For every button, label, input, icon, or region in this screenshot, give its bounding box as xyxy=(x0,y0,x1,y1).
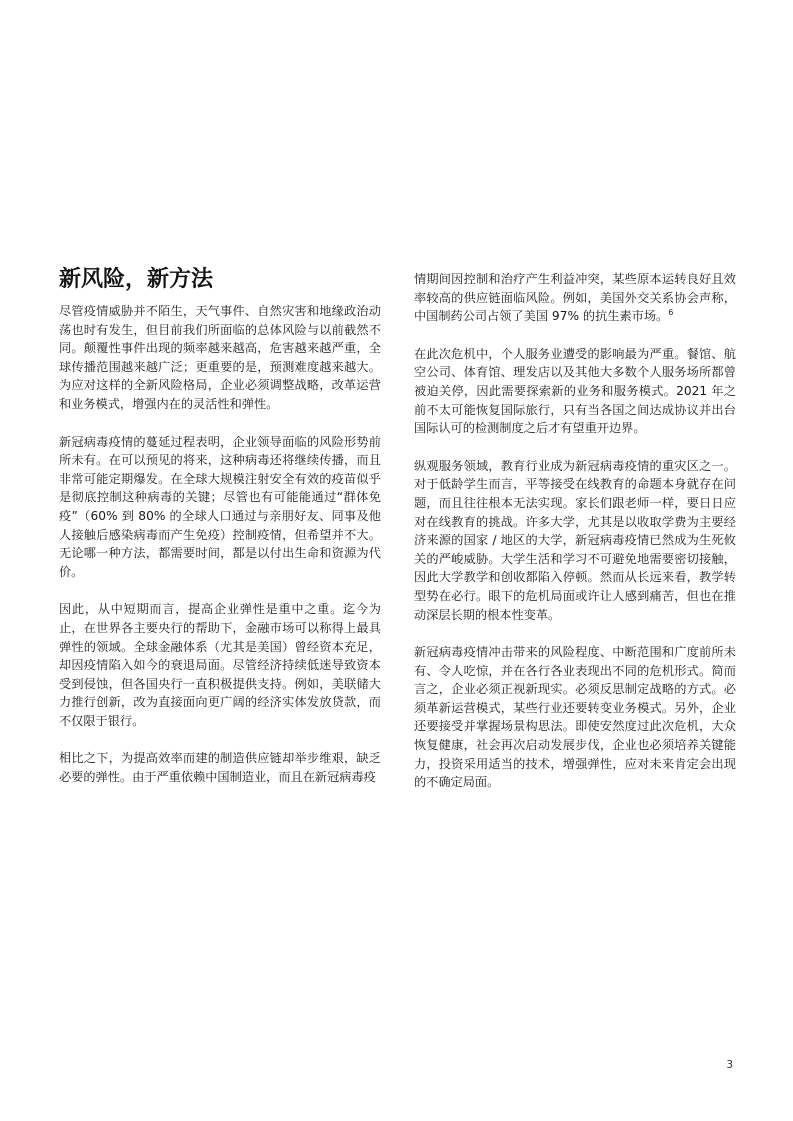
right-paragraph-1-text: 情期间因控制和治疗产生利益冲突，某些原本运转良好且效率较高的供应链面临风险。例如，美国外交关系协会声称，中国制药公司占领了美国 97% 的抗生素市场。 xyxy=(414,272,736,324)
left-paragraph-4: 相比之下，为提高效率而建的制造供应链却举步维艰，缺乏必要的弹性。由于严重依赖中国制造业，而且在新冠病毒疫 xyxy=(59,751,381,785)
left-column xyxy=(59,302,381,806)
left-paragraph-3: 因此，从中短期而言，提高企业弹性是重中之重。迄今为止，在世界各主要央行的帮助下，金融市场可以称得上最具弹性的领域。全球金融体系（尤其是美国）曾经资本充足，却因疫情陷入如今的衰退局面。尽管经济持续低迷导致资本受到侵蚀，但各国央行一直积极提供支持。例如，美联储大力推行创新，改为直接面向更广阔的经济实体发放贷款，而不仅限于银行。 xyxy=(59,602,381,728)
footnote-marker: 6 xyxy=(668,308,674,318)
left-paragraph-2: 新冠病毒疫情的蔓延过程表明，企业领导面临的风险形势前所未有。在可以预见的将来，这种病毒还将继续传播，而且非常可能定期爆发。在全球大规模注射安全有效的疫苗似乎是彻底控制这种病毒的关键；尽管也有可能能通过“群体免疫”（60% 到 80% 的全球人口通过与亲朋好友、同事及他人接触后感染病毒而产生免疫）控制疫情，但希望并不大。无论哪一种方法，都需要时间，都是以付出生命和资源为代价。 xyxy=(59,434,381,579)
right-paragraph-4: 新冠病毒疫情冲击带来的风险程度、中断范围和广度前所未有、令人吃惊，并在各行各业表现出不同的危机形式。简而言之，企业必须正视新现实。必须反思制定战略的方式。必须革新运营模式，某些行业还要转变业务模式。另外，企业还要接受并掌握场景构思法。即使安然度过此次危机，大众恢复健康，社会再次启动发展步伐，企业也必须培养关键能力，投资采用适当的技术，增强弹性，应对未来肯定会出现的不确定局面。 xyxy=(414,645,736,790)
right-paragraph-3: 纵观服务领域，教育行业成为新冠病毒疫情的重灾区之一。对于低龄学生而言，平等接受在线教育的命题本身就存在问题，而且往往根本无法实现。家长们跟老师一样，要日日应对在线教育的挑战。许多大学，尤其是以收取学费为主要经济来源的国家 / 地区的大学，新冠病毒疫情已然成为生死攸关的严峻威胁。大学生活和学习不可避免地需要密切接触，因此大学教学和创收都陷入停顿。然而从长远来看，教学转型势在必行。眼下的危机局面或许让人感到痛苦，但也在推动深层长期的根本性变革。 xyxy=(414,458,736,622)
right-paragraph-2: 在此次危机中，个人服务业遭受的影响最为严重。餐馆、航空公司、体育馆、理发店以及其他大多数个人服务场所都曾被迫关停，因此需要探索新的业务和服务模式。2021 年之前不太可能恢复国际旅行，只有当各国之间达成协议并出台国际认可的检测制度之后才有望重开边界。 xyxy=(414,346,736,436)
page-number: 3 xyxy=(726,1059,733,1071)
right-column xyxy=(414,270,736,811)
left-paragraph-1: 尽管疫情威胁并不陌生，天气事件、自然灾害和地缘政治动荡也时有发生，但目前我们所面临的总体风险与以前截然不同。颠覆性事件出现的频率越来越高，危害越来越严重，全球传播范围越来越广泛；更重要的是，预测难度越来越大。为应对这样的全新风险格局，企业必须调整战略，改革运营和业务模式，增强内在的灵活性和弹性。 xyxy=(59,304,381,411)
section-title: 新风险，新方法 xyxy=(59,267,214,292)
right-paragraph-1 xyxy=(414,270,736,326)
